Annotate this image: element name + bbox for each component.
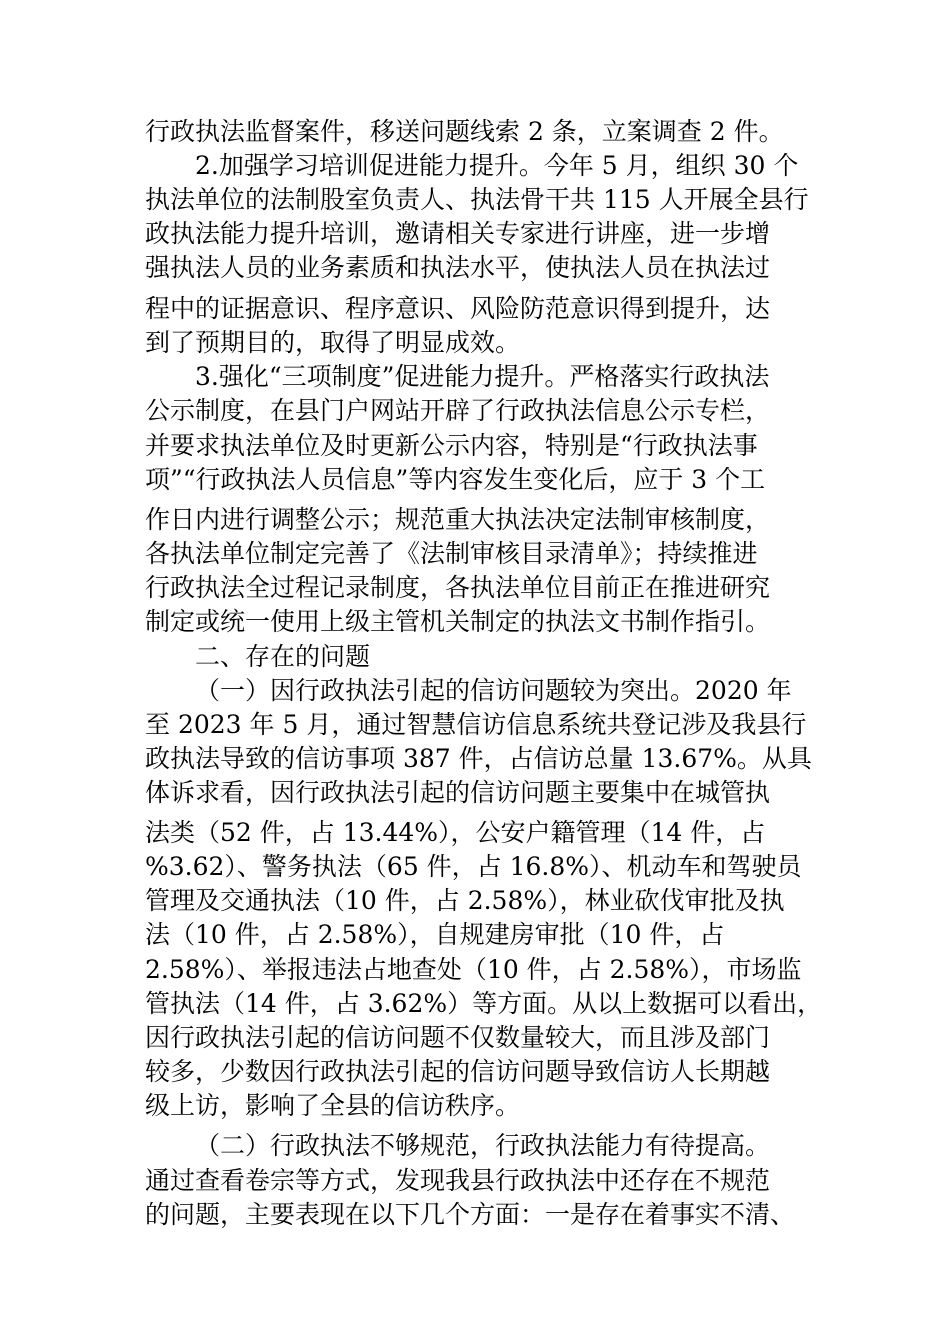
text-line: 体诉求看，因行政执法引起的信访问题主要集中在城管执 [145,778,771,807]
text-line: 至 2023 年 5 月，通过智慧信访信息系统共登记涉及我县行 [145,710,807,739]
subsection-heading: （一）因行政执法引起的信访问题较为突出。2020 年 [195,676,792,705]
text-line: 行政执法监督案件，移送问题线索 2 条，立案调查 2 件。 [145,117,784,146]
text-line: 作日内进行调整公示；规范重大执法决定法制审核制度， [145,505,771,534]
text-line: 执法单位的法制股室负责人、执法骨干共 115 人开展全县行 [145,185,809,214]
text-line: 的问题，主要表现在以下几个方面：一是存在着事实不清、 [145,1200,796,1229]
section-heading: 二、存在的问题 [195,642,371,671]
text-line: 通过查看卷宗等方式，发现我县行政执法中还存在不规范 [145,1166,771,1195]
text-line: 法类（52 件，占 13.44%），公安户籍管理（14 件，占 [145,818,766,847]
text-line: 政执法能力提升培训，邀请相关专家进行讲座，进一步增 [145,219,771,248]
subsection-heading: （二）行政执法不够规范，行政执法能力有待提高。 [195,1131,771,1160]
text-line: 因行政执法引起的信访问题不仅数量较大，而且涉及部门 [145,1023,771,1052]
text-line: 3.强化“三项制度”促进能力提升。严格落实行政执法 [195,362,770,391]
text-line: 公示制度，在县门户网站开辟了行政执法信息公示专栏， [145,396,771,425]
text-line: 程中的证据意识、程序意识、风险防范意识得到提升，达 [145,294,771,323]
text-line: 较多，少数因行政执法引起的信访问题导致信访人长期越 [145,1057,771,1086]
text-line: 级上访，影响了全县的信访秩序。 [145,1091,521,1120]
text-line: 管执法（14 件，占 3.62%）等方面。从以上数据可以看出， [145,989,823,1018]
text-line: 行政执法全过程记录制度，各执法单位目前正在推进研究 [145,573,771,602]
text-line: 2.58%）、举报违法占地查处（10 件，占 2.58%），市场监 [145,955,802,984]
text-line: 强执法人员的业务素质和执法水平，使执法人员在执法过 [145,253,771,282]
text-line: 并要求执法单位及时更新公示内容，特别是“行政执法事 [145,431,758,460]
text-line: 制定或统一使用上级主管机关制定的执法文书制作指引。 [145,607,771,636]
text-line: 法（10 件，占 2.58%），自规建房审批（10 件，占 [145,920,725,949]
text-line: 项”“行政执法人员信息”等内容发生变化后，应于 3 个工 [145,465,766,494]
text-line: 各执法单位制定完善了《法制审核目录清单》；持续推进 [145,539,758,568]
text-line: 管理及交通执法（10 件，占 2.58%），林业砍伐审批及执 [145,886,785,915]
text-line: 2.加强学习培训促进能力提升。今年 5 月，组织 30 个 [195,151,799,180]
text-line: 政执法导致的信访事项 387 件，占信访总量 13.67%。从具 [145,744,812,773]
text-line: 到了预期目的，取得了明显成效。 [145,328,521,357]
text-line: %3.62）、警务执法（65 件，占 16.8%）、机动车和驾驶员 [145,852,802,881]
